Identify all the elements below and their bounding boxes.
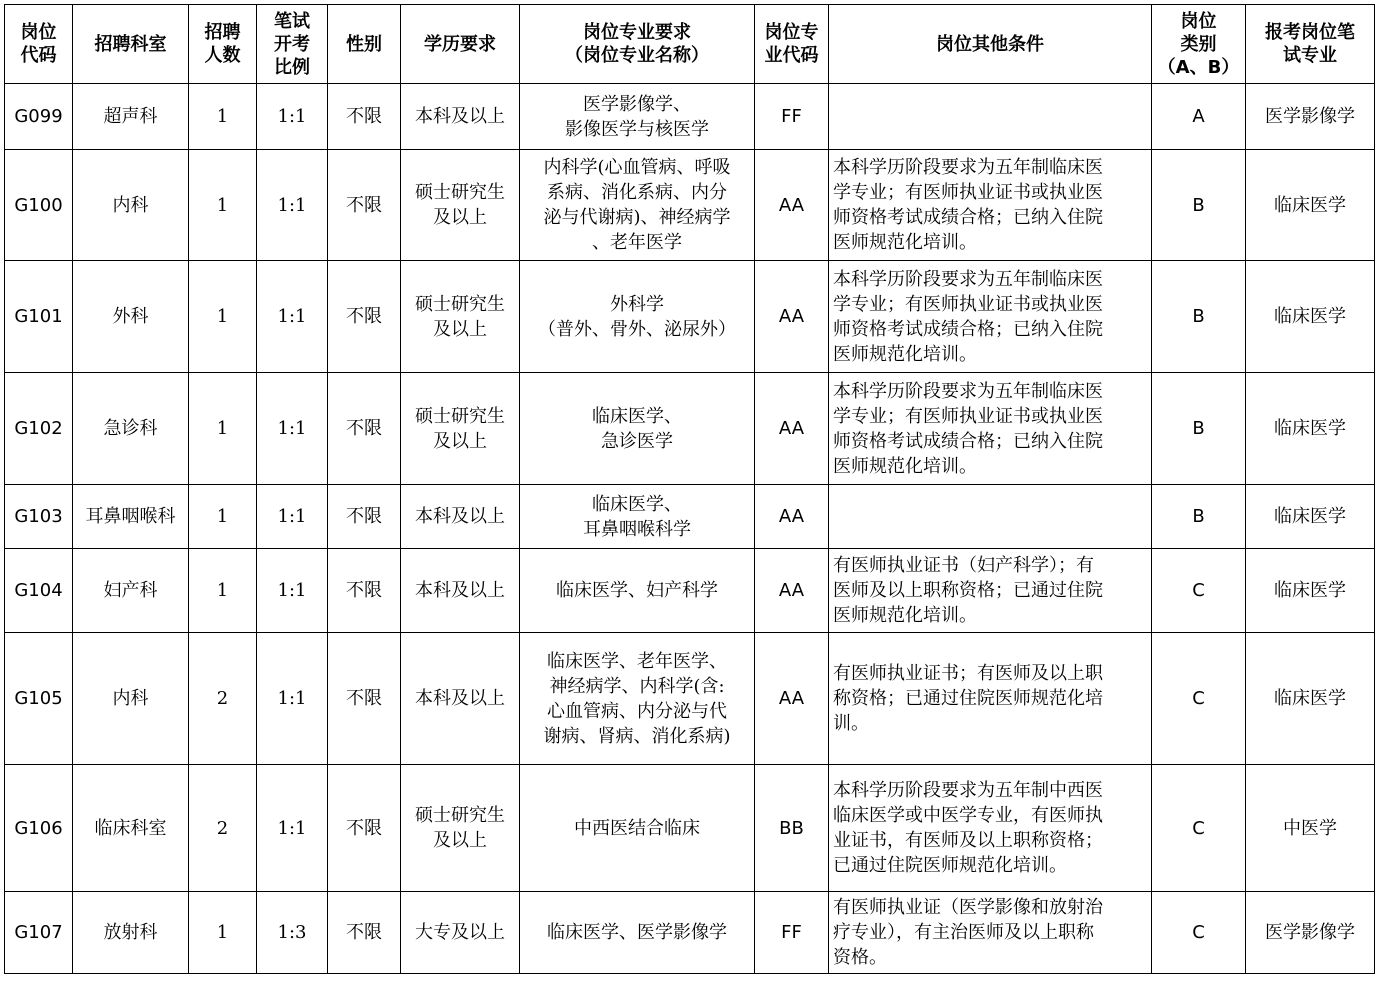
cell-line: 硕士研究生	[415, 805, 505, 826]
table-row	[5, 373, 1375, 485]
cell-line: 临床医学或中医学专业，有医师执	[833, 805, 1103, 826]
count-cell: 1	[189, 373, 257, 485]
category-cell: B	[1152, 373, 1246, 485]
major-requirement-cell	[520, 261, 755, 373]
post-code-cell: G099	[5, 84, 73, 150]
header-row	[5, 5, 1375, 84]
other-conditions-cell	[829, 373, 1152, 485]
category-cell: B	[1152, 261, 1246, 373]
ratio-cell: 1:1	[257, 261, 328, 373]
table-row	[5, 84, 1375, 150]
header-gender: 性别	[328, 5, 401, 84]
cell-line: 神经病学、内科学(含:	[549, 675, 725, 697]
cell-line: 学专业；有医师执业证书或执业医	[833, 182, 1103, 203]
ratio-cell: 1:1	[257, 549, 328, 633]
cell-line: 本科学历阶段要求为五年制中西医	[833, 780, 1103, 801]
recruitment-table	[4, 4, 1375, 974]
cell-line: 已通过住院医师规范化培训。	[833, 855, 1067, 876]
header-other-conditions: 岗位其他条件	[829, 5, 1152, 84]
exam-major-cell: 临床医学	[1246, 150, 1375, 261]
cell-line: 医学影像学、	[583, 93, 691, 115]
other-conditions-cell	[829, 485, 1152, 549]
gender-cell: 不限	[328, 549, 401, 633]
table-row	[5, 892, 1375, 974]
ratio-cell: 1:3	[257, 892, 328, 974]
department-cell: 外科	[73, 261, 189, 373]
cell-line: 医师规范化培训。	[833, 343, 977, 365]
header-post-code: 岗位 代码	[5, 5, 73, 84]
cell-line: 泌与代谢病)、神经病学	[543, 207, 731, 228]
department-cell: 内科	[73, 633, 189, 765]
cell-line: 有医师执业证书；有医师及以上职	[833, 663, 1103, 684]
table-row	[5, 150, 1375, 261]
major-code-cell: AA	[755, 549, 829, 633]
major-requirement-cell	[520, 373, 755, 485]
department-cell: 临床科室	[73, 765, 189, 892]
cell-line: 资格。	[833, 947, 887, 968]
category-cell: B	[1152, 150, 1246, 261]
cell-line: 师资格考试成绩合格；已纳入住院	[833, 318, 1103, 340]
post-code-cell: G106	[5, 765, 73, 892]
cell-line: 硕士研究生	[415, 182, 505, 203]
exam-major-cell: 临床医学	[1246, 261, 1375, 373]
header-exam-major: 报考岗位笔 试专业	[1246, 5, 1375, 84]
major-requirement-cell	[520, 485, 755, 549]
cell-line: 临床医学、老年医学、	[547, 650, 727, 672]
header-category: 岗位 类别 （A、B）	[1152, 5, 1246, 84]
cell-line: 及以上	[433, 207, 487, 228]
cell-line: 耳鼻咽喉科学	[583, 518, 691, 540]
count-cell: 2	[189, 765, 257, 892]
gender-cell: 不限	[328, 84, 401, 150]
major-code-cell: AA	[755, 373, 829, 485]
count-cell: 1	[189, 549, 257, 633]
other-conditions-cell	[829, 84, 1152, 150]
major-code-cell: AA	[755, 150, 829, 261]
header-major-requirement: 岗位专业要求 （岗位专业名称）	[520, 5, 755, 84]
exam-major-cell: 临床医学	[1246, 485, 1375, 549]
cell-line: 系病、消化系病、内分	[547, 182, 727, 203]
ratio-cell: 1:1	[257, 765, 328, 892]
cell-line: 医师规范化培训。	[833, 455, 977, 477]
ratio-cell: 1:1	[257, 150, 328, 261]
major-code-cell: AA	[755, 261, 829, 373]
cell-line: 心血管病、内分泌与代	[547, 700, 727, 722]
gender-cell: 不限	[328, 485, 401, 549]
major-requirement-cell	[520, 549, 755, 633]
gender-cell: 不限	[328, 373, 401, 485]
table-row	[5, 765, 1375, 892]
department-cell: 妇产科	[73, 549, 189, 633]
other-conditions-cell	[829, 892, 1152, 974]
major-code-cell: BB	[755, 765, 829, 892]
cell-line: 临床医学、妇产科学	[556, 580, 718, 601]
cell-line: 师资格考试成绩合格；已纳入住院	[833, 430, 1103, 452]
count-cell: 1	[189, 485, 257, 549]
education-cell	[401, 373, 520, 485]
cell-line: 学专业；有医师执业证书或执业医	[833, 293, 1103, 315]
post-code-cell: G104	[5, 549, 73, 633]
cell-line: 硕士研究生	[415, 293, 505, 315]
header-major-code: 岗位专 业代码	[755, 5, 829, 84]
count-cell: 1	[189, 261, 257, 373]
category-cell: B	[1152, 485, 1246, 549]
cell-line: 硕士研究生	[415, 405, 505, 427]
major-requirement-cell	[520, 150, 755, 261]
cell-line: （普外、骨外、泌尿外）	[538, 318, 736, 340]
department-cell: 内科	[73, 150, 189, 261]
post-code-cell: G107	[5, 892, 73, 974]
table-row	[5, 633, 1375, 765]
category-cell: C	[1152, 892, 1246, 974]
exam-major-cell: 中医学	[1246, 765, 1375, 892]
major-code-cell: FF	[755, 84, 829, 150]
cell-line: 有医师执业证（医学影像和放射治	[833, 897, 1103, 918]
cell-line: 中西医结合临床	[574, 817, 700, 839]
cell-line: 本科及以上	[415, 688, 505, 709]
cell-line: 医师规范化培训。	[833, 605, 977, 626]
post-code-cell: G105	[5, 633, 73, 765]
cell-line: 本科及以上	[415, 506, 505, 527]
ratio-cell: 1:1	[257, 485, 328, 549]
cell-line: 影像医学与核医学	[565, 118, 709, 140]
cell-line: 及以上	[433, 430, 487, 452]
gender-cell: 不限	[328, 261, 401, 373]
cell-line: 学专业；有医师执业证书或执业医	[833, 405, 1103, 427]
ratio-cell: 1:1	[257, 84, 328, 150]
department-cell: 放射科	[73, 892, 189, 974]
major-requirement-cell	[520, 892, 755, 974]
cell-line: 训。	[833, 713, 869, 734]
ratio-cell: 1:1	[257, 373, 328, 485]
post-code-cell: G102	[5, 373, 73, 485]
other-conditions-cell	[829, 261, 1152, 373]
gender-cell: 不限	[328, 892, 401, 974]
cell-line: 疗专业），有主治医师及以上职称	[833, 922, 1094, 943]
cell-line: 师资格考试成绩合格；已纳入住院	[833, 207, 1103, 228]
education-cell	[401, 765, 520, 892]
count-cell: 2	[189, 633, 257, 765]
cell-line: 医师规范化培训。	[833, 232, 977, 253]
table-row	[5, 261, 1375, 373]
header-count: 招聘 人数	[189, 5, 257, 84]
education-cell	[401, 485, 520, 549]
exam-major-cell: 临床医学	[1246, 633, 1375, 765]
cell-line: 谢病、肾病、消化系病)	[543, 725, 731, 747]
gender-cell: 不限	[328, 765, 401, 892]
category-cell: C	[1152, 765, 1246, 892]
cell-line: 临床医学、	[592, 493, 682, 515]
cell-line: 及以上	[433, 318, 487, 340]
cell-line: 有医师执业证书（妇产科学）；有	[833, 555, 1094, 576]
cell-line: 本科学历阶段要求为五年制临床医	[833, 380, 1103, 402]
count-cell: 1	[189, 892, 257, 974]
cell-line: 本科及以上	[415, 580, 505, 601]
other-conditions-cell	[829, 150, 1152, 261]
other-conditions-cell	[829, 633, 1152, 765]
cell-line: 外科学	[610, 293, 664, 315]
category-cell: C	[1152, 633, 1246, 765]
ratio-cell: 1:1	[257, 633, 328, 765]
other-conditions-cell	[829, 549, 1152, 633]
post-code-cell: G103	[5, 485, 73, 549]
count-cell: 1	[189, 150, 257, 261]
department-cell: 超声科	[73, 84, 189, 150]
cell-line: 急诊医学	[601, 430, 673, 452]
header-department: 招聘科室	[73, 5, 189, 84]
department-cell: 急诊科	[73, 373, 189, 485]
header-ratio: 笔试 开考 比例	[257, 5, 328, 84]
exam-major-cell: 临床医学	[1246, 373, 1375, 485]
education-cell	[401, 150, 520, 261]
category-cell: A	[1152, 84, 1246, 150]
department-cell: 耳鼻咽喉科	[73, 485, 189, 549]
cell-line: 临床医学、医学影像学	[547, 922, 727, 943]
education-cell	[401, 84, 520, 150]
cell-line: 本科学历阶段要求为五年制临床医	[833, 268, 1103, 290]
cell-line: 本科及以上	[415, 106, 505, 127]
table-row	[5, 485, 1375, 549]
category-cell: C	[1152, 549, 1246, 633]
gender-cell: 不限	[328, 150, 401, 261]
cell-line: 内科学(心血管病、呼吸	[543, 157, 731, 178]
major-code-cell: FF	[755, 892, 829, 974]
cell-line: 临床医学、	[592, 405, 682, 427]
table-body	[5, 84, 1375, 974]
count-cell: 1	[189, 84, 257, 150]
major-requirement-cell	[520, 633, 755, 765]
major-requirement-cell	[520, 84, 755, 150]
education-cell	[401, 633, 520, 765]
major-code-cell: AA	[755, 633, 829, 765]
cell-line: 及以上	[433, 830, 487, 851]
education-cell	[401, 892, 520, 974]
cell-line: 称资格；已通过住院医师规范化培	[833, 688, 1103, 709]
cell-line: 本科学历阶段要求为五年制临床医	[833, 157, 1103, 178]
post-code-cell: G100	[5, 150, 73, 261]
cell-line: 医师及以上职称资格；已通过住院	[833, 580, 1103, 601]
exam-major-cell: 医学影像学	[1246, 84, 1375, 150]
major-code-cell: AA	[755, 485, 829, 549]
gender-cell: 不限	[328, 633, 401, 765]
post-code-cell: G101	[5, 261, 73, 373]
table-row	[5, 549, 1375, 633]
major-requirement-cell	[520, 765, 755, 892]
exam-major-cell: 医学影像学	[1246, 892, 1375, 974]
other-conditions-cell	[829, 765, 1152, 892]
header-education: 学历要求	[401, 5, 520, 84]
cell-line: 大专及以上	[415, 922, 505, 943]
exam-major-cell: 临床医学	[1246, 549, 1375, 633]
cell-line: 、老年医学	[592, 232, 682, 253]
cell-line: 业证书，有医师及以上职称资格；	[833, 830, 1103, 851]
education-cell	[401, 261, 520, 373]
education-cell	[401, 549, 520, 633]
